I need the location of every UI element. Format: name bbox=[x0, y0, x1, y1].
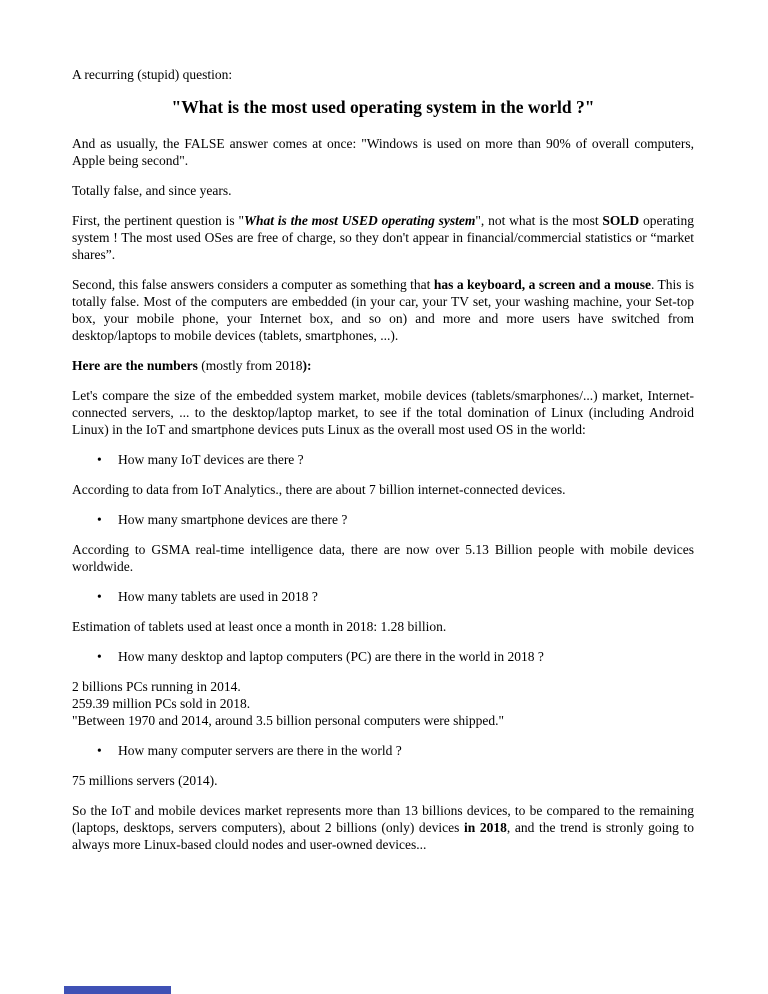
bullet-icon: • bbox=[97, 589, 102, 604]
para-smartphone-answer bbox=[72, 541, 694, 575]
para-pc-sold bbox=[72, 695, 694, 712]
bullet-smartphone-devices bbox=[72, 511, 694, 528]
bullet-label bbox=[118, 588, 318, 605]
para-conclusion bbox=[72, 802, 694, 853]
text-segment: ): bbox=[302, 358, 312, 373]
text-segment: So the IoT and mobile devices market represents more than 13 billions devices, to be compared to the remaining (laptops, desktops, servers computers), about 2 billions (only) devices bbox=[72, 803, 694, 835]
text-segment: SOLD bbox=[602, 213, 640, 228]
text-segment: How many desktop and laptop computers (PC) are there in the world in 2018 ? bbox=[118, 649, 544, 664]
para-keyboard-screen-mouse bbox=[72, 276, 694, 344]
text-segment: ", not what is the most bbox=[475, 213, 603, 228]
text-segment: How many computer servers are there in the world ? bbox=[118, 743, 402, 758]
para-false-answer bbox=[72, 135, 694, 169]
text-segment: has a keyboard, a screen and a mouse bbox=[433, 277, 651, 292]
para-pc-running bbox=[72, 678, 694, 695]
bullet-icon: • bbox=[97, 649, 102, 664]
text-segment: in 2018 bbox=[464, 820, 507, 835]
text-segment: (mostly from 2018 bbox=[197, 358, 303, 373]
intro-line bbox=[72, 66, 694, 83]
table-fragment-bar bbox=[64, 986, 171, 994]
text-segment: How many smartphone devices are there ? bbox=[118, 512, 348, 527]
text-segment: A recurring (stupid) question: bbox=[72, 67, 233, 82]
bullet-icon: • bbox=[97, 743, 102, 758]
text-segment: Here are the numbers bbox=[72, 358, 198, 373]
text-segment: Second, this false answers considers a computer as something that bbox=[72, 277, 434, 292]
bullet-label bbox=[118, 511, 347, 528]
text-segment: "Between 1970 and 2014, around 3.5 billion personal computers were shipped." bbox=[72, 713, 505, 728]
para-iot-answer bbox=[72, 481, 694, 498]
bullet-label bbox=[118, 742, 402, 759]
bullet-iot-devices bbox=[72, 451, 694, 468]
document-body bbox=[72, 66, 694, 866]
text-segment: . This is totally false. Most of the computers are embedded (in your car, your TV set, your washing machine, your Set-top box, your mobile phone, your Internet box, and so on) and more and more users have switched from desktop/laptops to mobile devices (tablets, smartphones, ...). bbox=[72, 277, 695, 343]
text-segment: According to data from IoT Analytics., there are about 7 billion internet-connected devices. bbox=[72, 482, 566, 497]
main-title bbox=[72, 96, 694, 118]
bullet-tablets bbox=[72, 588, 694, 605]
text-segment: First, the pertinent question is " bbox=[72, 213, 244, 228]
text-segment: How many tablets are used in 2018 ? bbox=[118, 589, 318, 604]
para-tablets-answer bbox=[72, 618, 694, 635]
para-numbers-heading bbox=[72, 357, 694, 374]
bullet-label bbox=[118, 451, 304, 468]
text-segment: 75 millions servers (2014). bbox=[72, 773, 218, 788]
text-segment: Let's compare the size of the embedded system market, mobile devices (tablets/smarphones/...) market, Internet-connected servers, ... to the desktop/laptop market, to see if the total domination of Linux (including Android Linux) in the IoT and smartphone devices puts Linux as the overall most used OS in the world: bbox=[72, 388, 694, 437]
para-servers-answer bbox=[72, 772, 694, 789]
text-segment: , and the trend is stronly going to always more Linux-based clould nodes and user-owned devices... bbox=[72, 820, 694, 852]
para-pertinent-question bbox=[72, 212, 694, 263]
text-segment: "What is the most used operating system in the world ?" bbox=[171, 97, 595, 117]
text-segment: What is the most USED operating system bbox=[243, 213, 476, 228]
bullet-servers bbox=[72, 742, 694, 759]
text-segment: 2 billions PCs running in 2014. bbox=[72, 679, 241, 694]
para-pc-shipped bbox=[72, 712, 694, 729]
bullet-icon: • bbox=[97, 452, 102, 467]
text-segment: How many IoT devices are there ? bbox=[118, 452, 304, 467]
text-segment: operating system ! The most used OSes are free of charge, so they don't appear in financial/commercial statistics or “market shares”. bbox=[72, 213, 694, 262]
bullet-label bbox=[118, 648, 544, 665]
text-segment: Estimation of tablets used at least once a month in 2018: 1.28 billion. bbox=[72, 619, 447, 634]
bullet-desktop-laptop bbox=[72, 648, 694, 665]
text-segment: And as usually, the FALSE answer comes at once: "Windows is used on more than 90% of overall computers, Apple being second". bbox=[72, 136, 694, 168]
para-compare-markets bbox=[72, 387, 694, 438]
text-segment: Totally false, and since years. bbox=[72, 183, 232, 198]
text-segment: 259.39 million PCs sold in 2018. bbox=[72, 696, 251, 711]
text-segment: According to GSMA real-time intelligence data, there are now over 5.13 Billion people with mobile devices worldwide. bbox=[72, 542, 694, 574]
para-totally-false bbox=[72, 182, 694, 199]
bullet-icon: • bbox=[97, 512, 102, 527]
